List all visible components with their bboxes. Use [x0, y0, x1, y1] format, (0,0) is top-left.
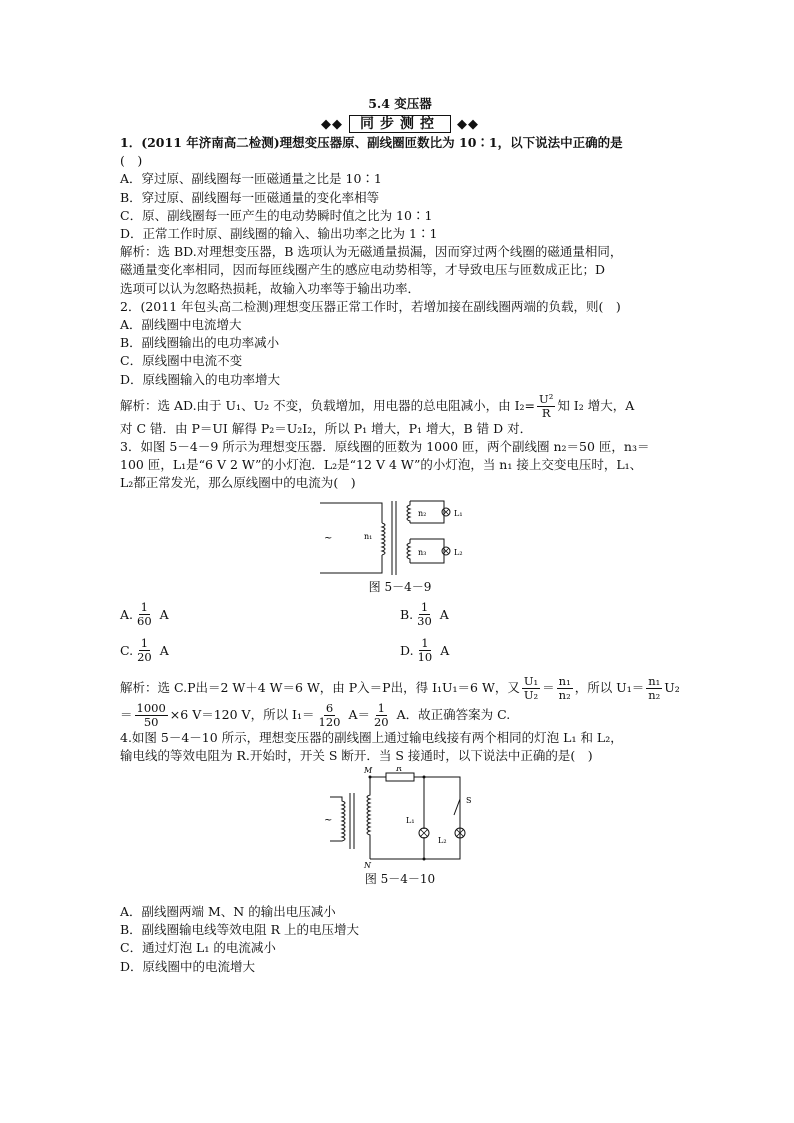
answer-text: ，所以 U₁＝	[574, 679, 645, 695]
terminal-n-label: N	[364, 861, 371, 871]
fraction	[135, 601, 154, 628]
fraction-denominator: R	[541, 405, 551, 420]
option-d: D．正常工作时原、副线圈的输入、输出功率之比为 1∶1	[120, 226, 438, 242]
option-unit: A	[159, 607, 169, 623]
lamp-l1-label: L₁	[406, 816, 415, 826]
question-stem: 输电线的等效电阻为 R.开始时，开关 S 断开．当 S 接通时，以下说法中正确的是( )	[120, 747, 593, 763]
answer-text: 磁通量变化率相同，因而每匝线圈产生的感应电动势相等，才导致电压与匝数成正比；D	[120, 262, 606, 278]
option-unit: A	[159, 643, 169, 659]
fraction-denominator: U₂	[523, 687, 539, 702]
coil-n1-label: n₁	[364, 531, 373, 541]
fraction	[646, 675, 662, 702]
coil-n3-label: n₃	[418, 547, 427, 557]
option-b	[400, 597, 680, 633]
fraction	[522, 675, 540, 702]
lamp-l1-label: L₁	[454, 508, 463, 518]
question-stem: 3．如图 5－4－9 所示为理想变压器．原线圈的匝数为 1000 匝，两个副线圈 n₂＝50 匝，n₃＝	[120, 439, 650, 455]
answer-text: 解析：选 AD.由于 U₁、U₂ 不变，负载增加，用电器的总电阻减小，由 I₂=	[120, 397, 535, 413]
option-letter: B.	[400, 607, 414, 623]
option-a: A．副线圈两端 M、N 的输出电压减小	[120, 904, 336, 920]
question-1	[120, 134, 680, 298]
answer-text: 解析：选 C.P出＝2 W＋4 W＝6 W，由 P入＝P出，得 I₁U₁＝6 W，又	[120, 679, 520, 695]
fraction-numerator: U₁	[523, 673, 539, 688]
resistor-label: R	[396, 767, 403, 774]
terminal-m-label: M	[364, 767, 373, 776]
transformer-diagram	[310, 495, 490, 579]
lamp-l2-label: L₂	[438, 836, 447, 846]
fraction-denominator: 120	[318, 714, 341, 729]
fraction-denominator: 30	[417, 614, 432, 629]
fraction-denominator: n₂	[648, 687, 661, 702]
answer-text: 对 C 错．由 P＝UI 解得 P₂＝U₂I₂，所以 P₁ 增大，P₁ 增大，B 错 D 对．	[120, 420, 533, 436]
option-b: B．副线圈输出的电功率减小	[120, 335, 280, 351]
answer-text: ＝	[542, 679, 555, 695]
worksheet	[120, 96, 680, 976]
page-title: 5.4 变压器	[368, 96, 432, 111]
fraction-denominator: 50	[143, 714, 159, 729]
coil-n2-label: n₂	[418, 508, 427, 518]
question-paren: ( )	[120, 153, 143, 169]
fraction-numerator: n₁	[558, 673, 571, 688]
banner-label: 同步测控	[349, 115, 451, 133]
fraction-numerator: 1000	[136, 700, 166, 715]
question-stem: 4.如图 5－4－10 所示，理想变压器的副线圈上通过输电线接有两个相同的灯泡 L₁ 和 L₂，	[120, 729, 623, 745]
answer-text: ＝	[120, 706, 133, 722]
options-row	[120, 633, 680, 669]
fraction	[537, 393, 555, 420]
fraction	[415, 601, 434, 628]
circuit-diagram	[320, 767, 480, 871]
answer-line	[120, 702, 680, 729]
section-banner	[120, 114, 680, 134]
option-b: B．穿过原、副线圈每一匝磁通量的变化率相等	[120, 189, 380, 205]
option-a: A．副线圈中电流增大	[120, 317, 242, 333]
figure-5-4-10	[120, 767, 680, 887]
question-3	[120, 438, 680, 729]
diamond-icon: ◆◆	[321, 116, 343, 132]
option-a: A．穿过原、副线圈每一匝磁通量之比是 10∶1	[120, 171, 382, 187]
option-c: C．原线圈中电流不变	[120, 353, 243, 369]
answer-text: ×6 V＝120 V，所以 I₁＝	[169, 706, 315, 722]
option-letter: C.	[120, 643, 134, 659]
fraction-numerator: 1	[421, 636, 429, 651]
fraction	[135, 637, 154, 664]
fraction	[416, 637, 435, 664]
question-4	[120, 729, 680, 976]
fraction-denominator: n₂	[558, 687, 571, 702]
question-2	[120, 298, 680, 438]
fraction-numerator: 1	[420, 600, 429, 615]
option-unit: A	[439, 607, 449, 623]
fraction-numerator: 6	[325, 700, 334, 715]
figure-caption: 图 5－4－9	[368, 579, 432, 594]
lamp-l2-label: L₂	[454, 547, 463, 557]
question-stem: L₂都正常发光，那么原线圈中的电流为( )	[120, 475, 356, 491]
fraction	[135, 702, 168, 729]
figure-5-4-9	[120, 495, 680, 595]
fraction	[557, 675, 573, 702]
answer-text: 知 I₂ 增大，A	[557, 397, 635, 413]
fraction-numerator: 1	[140, 600, 148, 615]
fraction-numerator: U²	[539, 391, 554, 406]
option-c: C．通过灯泡 L₁ 的电流减小	[120, 940, 276, 956]
ac-source-label: ~	[324, 532, 333, 544]
answer-text: A＝	[344, 706, 370, 722]
option-letter: D.	[400, 643, 414, 659]
question-stem: 2．(2011 年包头高二检测)理想变压器正常工作时，若增加接在副线圈两端的负载，则( )	[120, 298, 621, 314]
fraction-denominator: 20	[373, 714, 389, 729]
fraction-numerator: 1	[377, 700, 385, 715]
option-c: C．原、副线圈每一匝产生的电动势瞬时值之比为 10∶1	[120, 207, 433, 223]
fraction-numerator: 1	[140, 636, 149, 651]
question-stem: 1．(2011 年济南高二检测)理想变压器原、副线圈匝数比为 10∶1，以下说法中正确的是	[120, 135, 623, 150]
fraction	[372, 702, 391, 729]
option-a	[120, 597, 400, 633]
answer-line	[120, 393, 680, 420]
option-c	[120, 633, 400, 669]
fraction-denominator: 20	[137, 650, 152, 665]
answer-line	[120, 675, 680, 702]
answer-text: 选项可以认为忽略热损耗，故输入功率等于输出功率．	[120, 280, 421, 296]
answer-text: A．故正确答案为 C.	[392, 706, 511, 722]
fraction-numerator: n₁	[648, 673, 661, 688]
fraction	[317, 702, 343, 729]
switch-label: S	[466, 796, 472, 806]
figure-caption: 图 5－4－10	[364, 872, 436, 887]
answer-text: 解析：选 BD.对理想变压器，B 选项认为无磁通量损漏，因而穿过两个线圈的磁通量相同，	[120, 244, 623, 260]
option-letter: A.	[120, 607, 134, 623]
fraction-denominator: 60	[137, 614, 152, 629]
option-d	[400, 633, 680, 669]
answer-text: U₂	[664, 679, 680, 695]
option-d: D．原线圈中的电流增大	[120, 958, 256, 974]
option-d: D．原线圈输入的电功率增大	[120, 371, 281, 387]
question-stem: 100 匝，L₁是“6 V 2 W”的小灯泡．L₂是“12 V 4 W”的小灯泡，当 n₁ 接上交变电压时，L₁、	[120, 457, 643, 473]
fraction-denominator: 10	[417, 650, 433, 665]
option-b: B．副线圈输电线等效电阻 R 上的电压增大	[120, 922, 360, 938]
diamond-icon: ◆◆	[457, 116, 479, 132]
option-unit: A	[440, 643, 450, 659]
ac-source-label: ~	[324, 815, 333, 827]
options-row	[120, 597, 680, 633]
